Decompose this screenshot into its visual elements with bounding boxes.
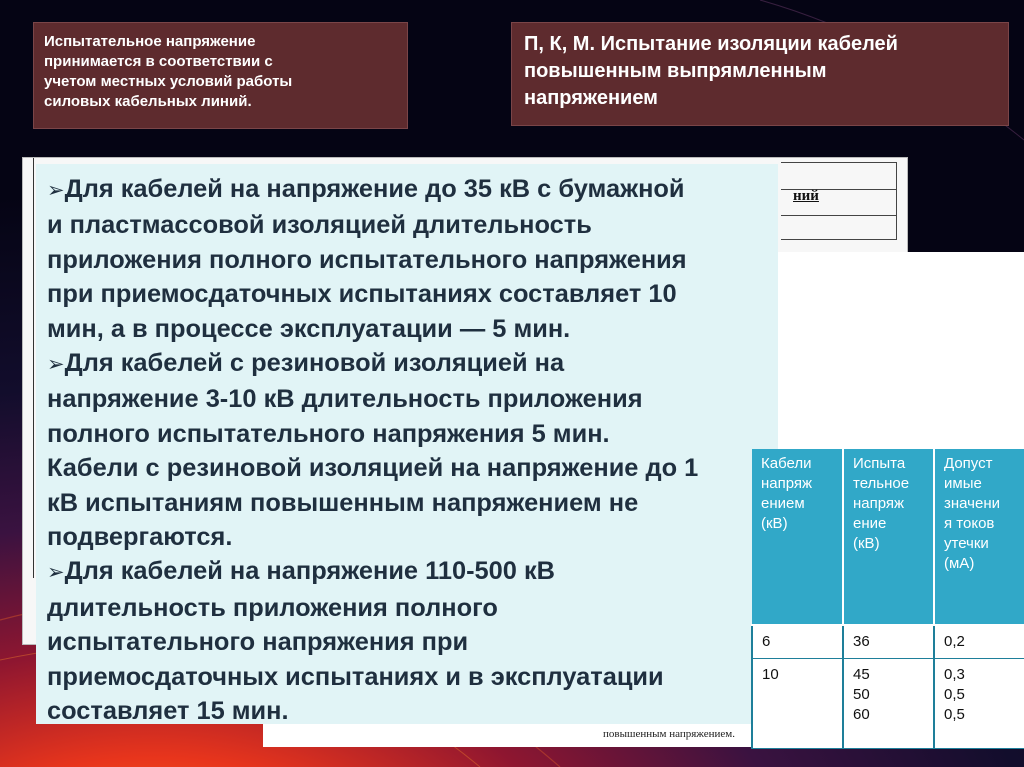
text-line-content: подвергаются. bbox=[47, 523, 233, 552]
cell-value: 0,2 bbox=[944, 633, 965, 650]
header-test-voltage bbox=[843, 449, 934, 625]
table-row bbox=[752, 659, 1024, 749]
header-line: имые bbox=[944, 475, 982, 492]
document-caption: повышенным напряжением. bbox=[603, 728, 735, 740]
table-row bbox=[752, 625, 1024, 659]
cell-value: 50 bbox=[853, 686, 870, 703]
table-cell bbox=[843, 625, 934, 659]
header-line: значени bbox=[944, 495, 1000, 512]
header-line: ением bbox=[761, 495, 805, 512]
leakage-current-table bbox=[751, 449, 1024, 749]
header-cable-voltage bbox=[752, 449, 843, 625]
arrow-bullet-icon: ➢ bbox=[47, 561, 65, 585]
title-line: напряжением bbox=[524, 87, 658, 109]
text-line-content: приложения полного испытательного напряжения bbox=[47, 245, 687, 274]
text-line bbox=[47, 346, 768, 382]
note-line: принимается в соответствии с bbox=[44, 53, 273, 70]
note-line: Испытательное напряжение bbox=[44, 33, 256, 50]
cell-value: 6 bbox=[762, 633, 771, 650]
text-line bbox=[47, 172, 768, 208]
header-line: я токов bbox=[944, 515, 995, 532]
header-line: напряж bbox=[761, 475, 813, 492]
text-line bbox=[47, 694, 768, 724]
cell-value: 60 bbox=[853, 706, 870, 723]
note-line: силовых кабельных линий. bbox=[44, 93, 252, 110]
text-line bbox=[47, 417, 768, 451]
table-cell bbox=[843, 659, 934, 749]
title-line: П, К, М. Испытание изоляции кабелей bbox=[524, 33, 898, 55]
cell-value: 0,3 bbox=[944, 666, 965, 683]
title-line: повышенным выпрямленным bbox=[524, 60, 827, 82]
text-line-content: составляет 15 мин. bbox=[47, 697, 289, 724]
header-line: (кВ) bbox=[761, 515, 788, 532]
table-cell bbox=[752, 625, 843, 659]
main-text-panel bbox=[36, 164, 778, 724]
text-line-content: Для кабелей на напряжение 110-500 кВ bbox=[64, 557, 555, 586]
text-line-content: при приемосдаточных испытаниях составляет 10 bbox=[47, 280, 677, 309]
text-line-content: Для кабелей с резиновой изоляцией на bbox=[64, 349, 565, 378]
arrow-bullet-icon: ➢ bbox=[47, 179, 65, 202]
header-line: Испыта bbox=[853, 455, 906, 472]
arrow-bullet-icon: ➢ bbox=[47, 353, 65, 377]
text-line-content: и пластмассовой изоляцией длительность bbox=[47, 211, 592, 240]
text-line-content: длительность приложения полного bbox=[47, 593, 498, 622]
text-line-content: мин, а в процессе эксплуатации — 5 мин. bbox=[47, 314, 571, 343]
cell-value: 45 bbox=[853, 666, 870, 683]
text-line bbox=[47, 660, 768, 694]
header-line: тельное bbox=[853, 475, 910, 492]
text-line bbox=[47, 554, 768, 590]
text-line bbox=[47, 520, 768, 554]
header-line: (мА) bbox=[944, 555, 975, 572]
slide-title bbox=[511, 22, 1009, 126]
text-line bbox=[47, 243, 768, 277]
note-line: учетом местных условий работы bbox=[44, 73, 293, 90]
document-fragment-text: ний bbox=[793, 188, 819, 204]
text-line-content: приемосдаточных испытаниях и в эксплуатации bbox=[47, 662, 664, 691]
document-edge bbox=[33, 158, 34, 578]
text-line bbox=[47, 312, 768, 346]
header-line: (кВ) bbox=[853, 535, 880, 552]
table-fragment-rule bbox=[781, 215, 896, 216]
text-line bbox=[47, 451, 768, 485]
header-line: напряж bbox=[853, 495, 905, 512]
text-line-content: кВ испытаниям повышенным напряжением не bbox=[47, 488, 639, 517]
table-cell bbox=[752, 659, 843, 749]
note-box bbox=[33, 22, 408, 129]
cell-value: 36 bbox=[853, 633, 870, 650]
text-line bbox=[47, 486, 768, 520]
text-line-content: Для кабелей на напряжение до 35 кВ с бумажной bbox=[64, 175, 685, 203]
text-line-content: Кабели с резиновой изоляцией на напряжение до 1 bbox=[47, 454, 699, 483]
text-line-content: полного испытательного напряжения 5 мин. bbox=[47, 419, 610, 448]
header-leakage-current bbox=[934, 449, 1024, 625]
header-line: утечки bbox=[944, 535, 989, 552]
text-line bbox=[47, 591, 768, 625]
cell-value: 0,5 bbox=[944, 706, 965, 723]
header-line: ение bbox=[853, 515, 887, 532]
header-line: Допуст bbox=[944, 455, 993, 472]
text-line bbox=[47, 208, 768, 242]
text-line-content: напряжение 3-10 кВ длительность приложения bbox=[47, 385, 643, 414]
text-line bbox=[47, 625, 768, 659]
cell-value: 0,5 bbox=[944, 686, 965, 703]
table-cell bbox=[934, 625, 1024, 659]
text-line-content: испытательного напряжения при bbox=[47, 628, 469, 657]
text-line bbox=[47, 382, 768, 416]
text-line bbox=[47, 277, 768, 311]
cell-value: 10 bbox=[762, 666, 779, 683]
table-cell bbox=[934, 659, 1024, 749]
table-header-row bbox=[752, 449, 1024, 625]
header-line: Кабели bbox=[761, 455, 812, 472]
